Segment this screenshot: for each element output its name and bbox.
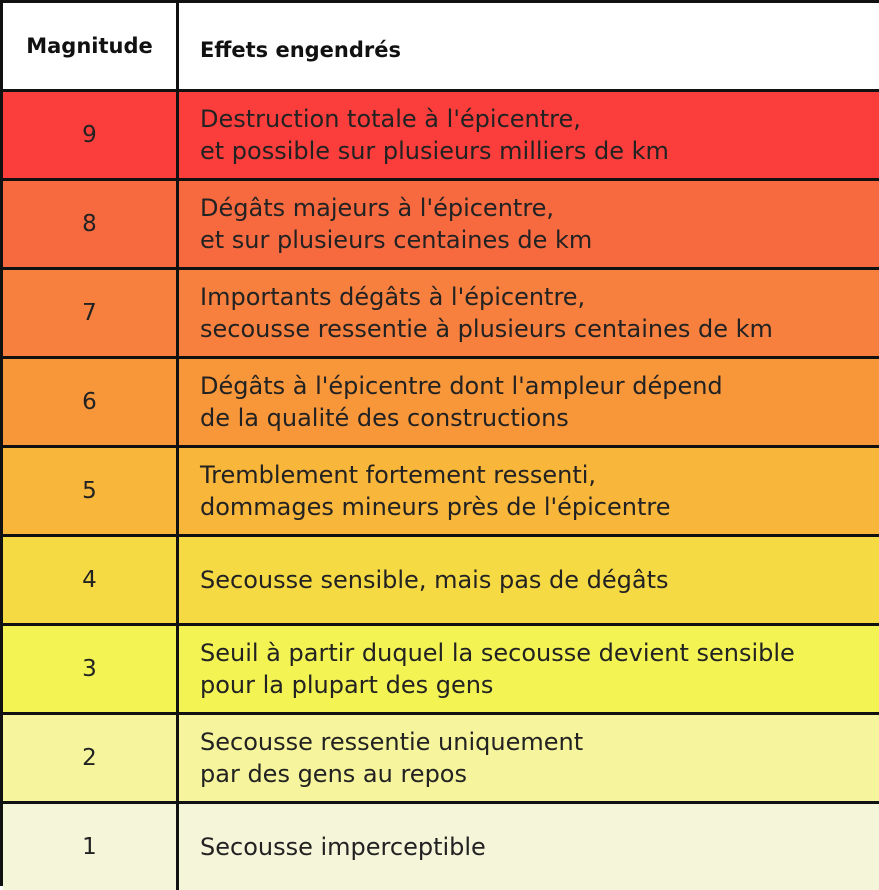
table-header-row [3, 3, 879, 92]
magnitude-cell: 9 [3, 92, 179, 178]
effects-line: Importants dégâts à l'épicentre, [200, 283, 586, 311]
effects-line: Dégâts à l'épicentre dont l'ampleur dépend [200, 372, 723, 400]
effects-cell [179, 804, 879, 890]
magnitude-cell: 5 [3, 448, 179, 534]
magnitude-column-header: Magnitude [3, 3, 179, 89]
magnitude-cell: 3 [3, 626, 179, 712]
table-body [3, 92, 879, 890]
effects-line: Destruction totale à l'épicentre, [200, 105, 581, 133]
table-row [3, 448, 879, 537]
effects-cell [179, 715, 879, 801]
effects-cell [179, 181, 879, 267]
table-row [3, 626, 879, 715]
effects-cell [179, 448, 879, 534]
effects-line: et possible sur plusieurs milliers de km [200, 137, 669, 165]
effects-cell [179, 92, 879, 178]
effects-cell [179, 626, 879, 712]
effects-line: de la qualité des constructions [200, 404, 569, 432]
magnitude-cell: 6 [3, 359, 179, 445]
effects-line: pour la plupart des gens [200, 671, 494, 699]
table-row [3, 804, 879, 890]
effects-line: Seuil à partir duquel la secousse devient sensible [200, 639, 795, 667]
effects-line: Tremblement fortement ressenti, [200, 461, 597, 489]
magnitude-cell: 8 [3, 181, 179, 267]
magnitude-cell: 4 [3, 537, 179, 623]
effects-line: Secousse ressentie uniquement [200, 728, 584, 756]
effects-line: dommages mineurs près de l'épicentre [200, 493, 671, 521]
effects-column-header: Effets engendrés [200, 38, 401, 62]
table-row [3, 181, 879, 270]
effects-line: Dégâts majeurs à l'épicentre, [200, 194, 555, 222]
effects-line: par des gens au repos [200, 760, 467, 788]
magnitude-cell: 7 [3, 270, 179, 356]
table-row [3, 359, 879, 448]
effects-cell [179, 359, 879, 445]
effects-line: et sur plusieurs centaines de km [200, 226, 593, 254]
magnitude-cell: 1 [3, 804, 179, 890]
effects-line: secousse ressentie à plusieurs centaines de km [200, 315, 773, 343]
table-row [3, 92, 879, 181]
table-row [3, 715, 879, 804]
table-row [3, 270, 879, 359]
magnitude-cell: 2 [3, 715, 179, 801]
effects-cell [179, 270, 879, 356]
effects-line: Secousse imperceptible [200, 833, 486, 861]
effects-cell [179, 537, 879, 623]
effects-line: Secousse sensible, mais pas de dégâts [200, 566, 669, 594]
table-row [3, 537, 879, 626]
